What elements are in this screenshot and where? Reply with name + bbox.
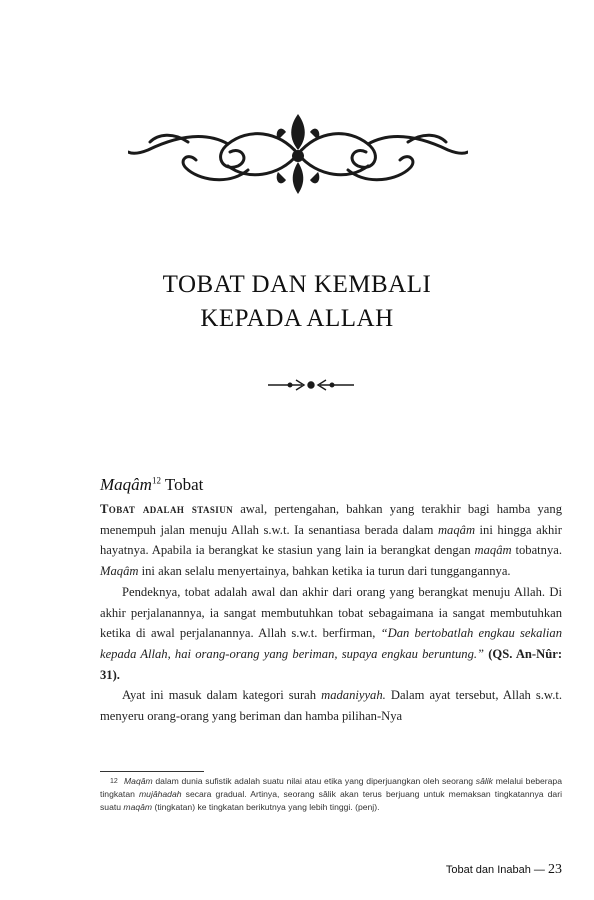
p1-italic-1: maqâm [437,522,476,537]
paragraph-3 [100,685,562,726]
p3-text-b: Dalam ayat tersebut, Allah s.w.t. menyeru orang-orang yang beriman dan hamba pilihan-Nya [100,688,562,724]
body-text [100,499,562,727]
paragraph-lead: Tobat adalah stasiun [100,502,233,516]
p1-text-c: tobatnya. [511,543,562,558]
section-heading-rest: Tobat [160,475,204,494]
p3-text-a: Ayat ini masuk dalam kategori surah [122,688,322,703]
footnote-number: 12 [110,778,118,785]
footer-dash: — [530,864,548,876]
footnote [100,775,562,814]
section-heading [100,475,203,495]
p2-text-a: Pendeknya, tobat adalah awal dan akhir dari orang yang berangkat menuju Allah. Di akhir perjalanannya, ia sangat membutuhkan tobat sebagaimana ia sangat membutuhkan ketika di awal perjalanannya. Allah s.w.t. berfirman, [100,584,562,641]
footnote-italic-1: Maqâm [124,776,153,786]
p1-text-a: awal, pertengahan, bahkan yang terakhir bagi hamba yang menempuh jalan menuju Allah s.w.t. Ia senantiasa berada dalam [100,502,562,537]
footnote-text-b: melalui beberapa tingkatan [100,776,562,799]
running-title: Tobat dan Inabah [445,864,531,876]
footnote-divider [100,771,204,772]
p3-italic: madaniyyah. [321,688,386,703]
footnote-italic-4: maqâm [123,802,153,812]
paragraph-1 [100,499,562,582]
page-number: 23 [548,862,562,877]
paragraph-2 [100,582,562,686]
p1-italic-3: Maqâm [100,564,139,579]
p1-text-b: ini hingga akhir hayatnya. Apabila ia berangkat ke stasiun yang lain ia berangkat dengan [100,522,562,558]
p1-text-d: ini akan selalu menyertainya, bahkan ketika ia turun dari tunggangannya. [138,564,511,579]
chapter-title-line-2: KEPADA ALLAH [200,305,394,332]
running-footer [400,862,562,878]
footnote-ref[interactable]: 12 [151,475,161,486]
footnote-text-a: dalam dunia sufistik adalah suatu nilai atau etika yang diperjuangkan oleh seorang [152,776,476,786]
decorative-ornament-icon [128,110,468,198]
chapter-title [0,268,594,336]
quran-reference: (QS. An-Nûr: 31). [100,646,563,682]
quran-quote: “Dan bertobatlah engkau sekalian kepada Allah, hai orang-orang yang beriman, supaya engkau beruntung.” [100,626,563,661]
footnote-text-d: (tingkatan) ke tingkatan berikutnya yang lebih tinggi. (penj). [152,802,380,812]
footnote-italic-2: sâlik [475,776,493,786]
title-divider-icon [266,378,356,392]
chapter-title-line-1: TOBAT DAN KEMBALI [162,271,432,298]
footnote-italic-3: mujâhadah [139,789,182,799]
p1-italic-2: maqâm [474,543,512,558]
section-heading-maqam: Maqâm [100,475,152,494]
footnote-text-c: secara gradual. Artinya, seorang sâlik akan terus berjuang untuk memaksan tingkatannya dari suatu [100,789,562,812]
